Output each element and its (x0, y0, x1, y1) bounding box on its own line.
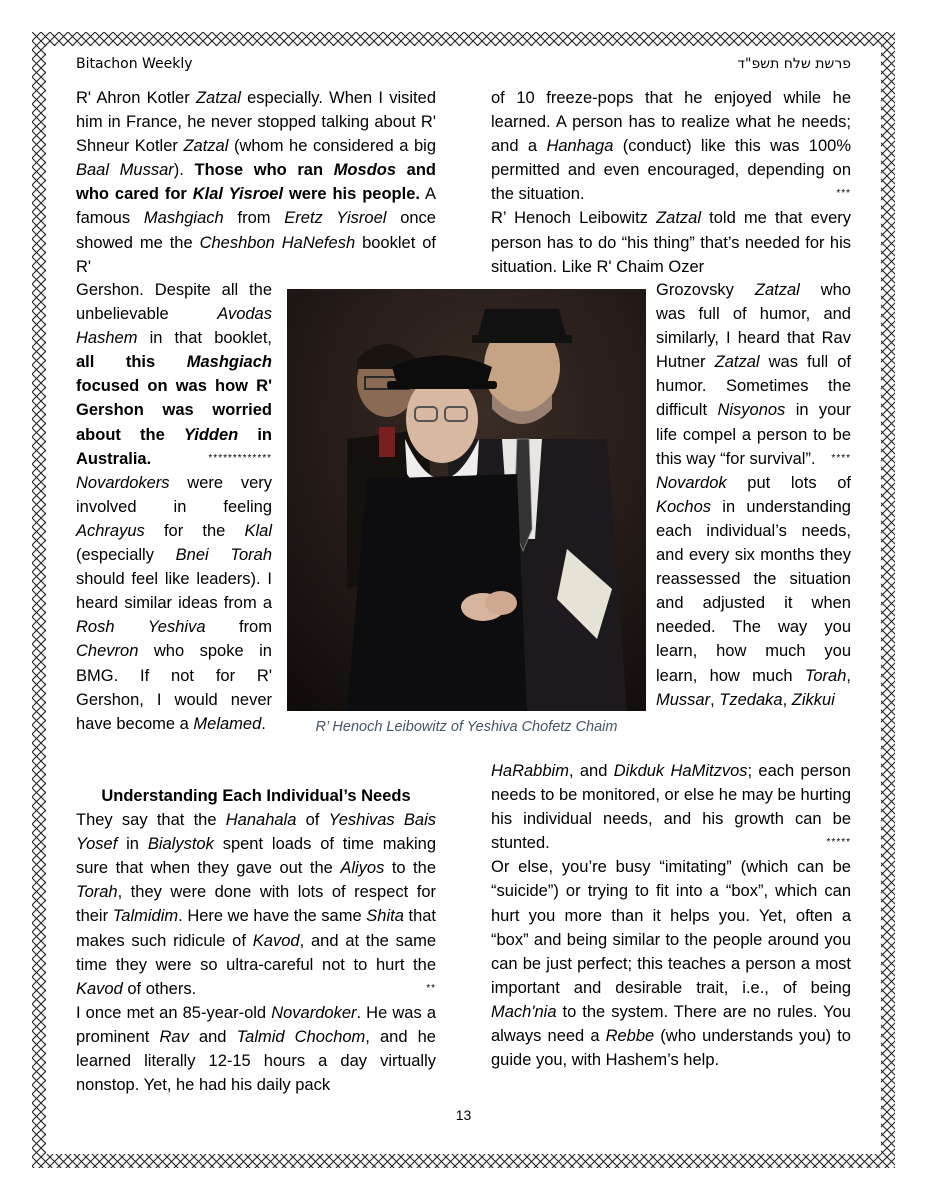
paragraph: Grozovsky Zatzal who was full of humor, and similarly, I heard that Rav Hutner Zatzal was full of humor. Sometimes the difficult Nisyonos in your life compel a person to be this way “for survival”. **** (656, 281, 852, 468)
photo-rabbis (287, 289, 646, 711)
left-column-narrow (76, 278, 272, 736)
right-column-top (491, 86, 851, 279)
paragraph: HaRabbim, and Dikduk HaMitzvos; each person needs to be monitored, or else he may be hurting his individual needs, and his growth can be stunted. ***** (491, 762, 851, 853)
paragraph: R’ Henoch Leibowitz Zatzal told me that every person has to do “his thing” that’s needed for his situation. Like R' Chaim Ozer (491, 209, 851, 276)
right-column-bottom (491, 759, 851, 1072)
paragraph: I once met an 85-year-old Novardoker. He was a prominent Rav and Talmid Chochom, and he learned literally 12-15 hours a day virtually nonstop. Yet, he had his daily pack (76, 1003, 437, 1095)
paragraph: Novardok put lots of Kochos in understanding each individual’s needs, and every six months they reassessed the situation and adjusted it when needed. The way you learn, how much you learn, how much Torah, Mussar, Tzedaka, Zikkui (656, 473, 851, 709)
paragraph: of 10 freeze-pops that he enjoyed while he learned. A person has to realize what he needs; and a Hanhaga (conduct) like this was 100% permitted and even encouraged, depending on the situation. *** (491, 89, 851, 204)
paragraph: R' Ahron Kotler Zatzal especially. When I visited him in France, he never stopped talking about R' Shneur Kotler Zatzal (whom he considered a big Baal Mussar). Those who ran Mosdos and who cared for Klal Yisroel were his people. A famous Mashgiach from Eretz Yisroel once showed me the Cheshbon HaNefesh booklet of R' (76, 89, 437, 276)
section-heading: Understanding Each Individual’s Needs (101, 787, 411, 805)
section-body (76, 808, 436, 1097)
paragraph: Novardokers were very involved in feeling Achrayus for the Klal (especially Bnei Torah should feel like leaders). I heard similar ideas from a Rosh Yeshiva from Chevron who spoke in BMG. If not for R' Gershon, I would never have become a Melamed. (76, 473, 272, 733)
publication-title: Bitachon Weekly (76, 56, 193, 72)
page-number: 13 (455, 1107, 472, 1123)
photo-caption: R’ Henoch Leibowitz of Yeshiva Chofetz Chaim (315, 719, 618, 735)
paragraph: Gershon. Despite all the unbelievable Avodas Hashem in that booklet, all this Mashgiach focused on was how R' Gershon was worried about the Yidden in Australia. ************* (76, 281, 273, 468)
left-column-bottom (76, 784, 436, 1097)
left-column-top (76, 86, 436, 279)
photo-illustration (287, 289, 646, 711)
right-column-narrow (656, 278, 851, 712)
paragraph: Or else, you’re busy “imitating” (which can be “suicide”) or trying to fit into a “box”, which can hurt you more than it helps you. Yet, often a “box” and being similar to the people around you can be just perfect; this teaches a person a most important and desirable trait, i.e., of being Mach'nia to the system. There are no rules. You always need a Rebbe (who understands you) to guide you, with Hashem’s help. (491, 858, 851, 1070)
paragraph: They say that the Hanahala of Yeshivas Bais Yosef in Bialystok spent loads of time making sure that when they gave out the Aliyos to the Torah, they were done with lots of respect for their Talmidim. Here we have the same Shita that makes such ridicule of Kavod, and at the same time they were so ultra-careful not to hurt the Kavod of others. ** (76, 811, 437, 998)
parsha-title: פרשת שלח תשפ"ד (737, 56, 851, 72)
